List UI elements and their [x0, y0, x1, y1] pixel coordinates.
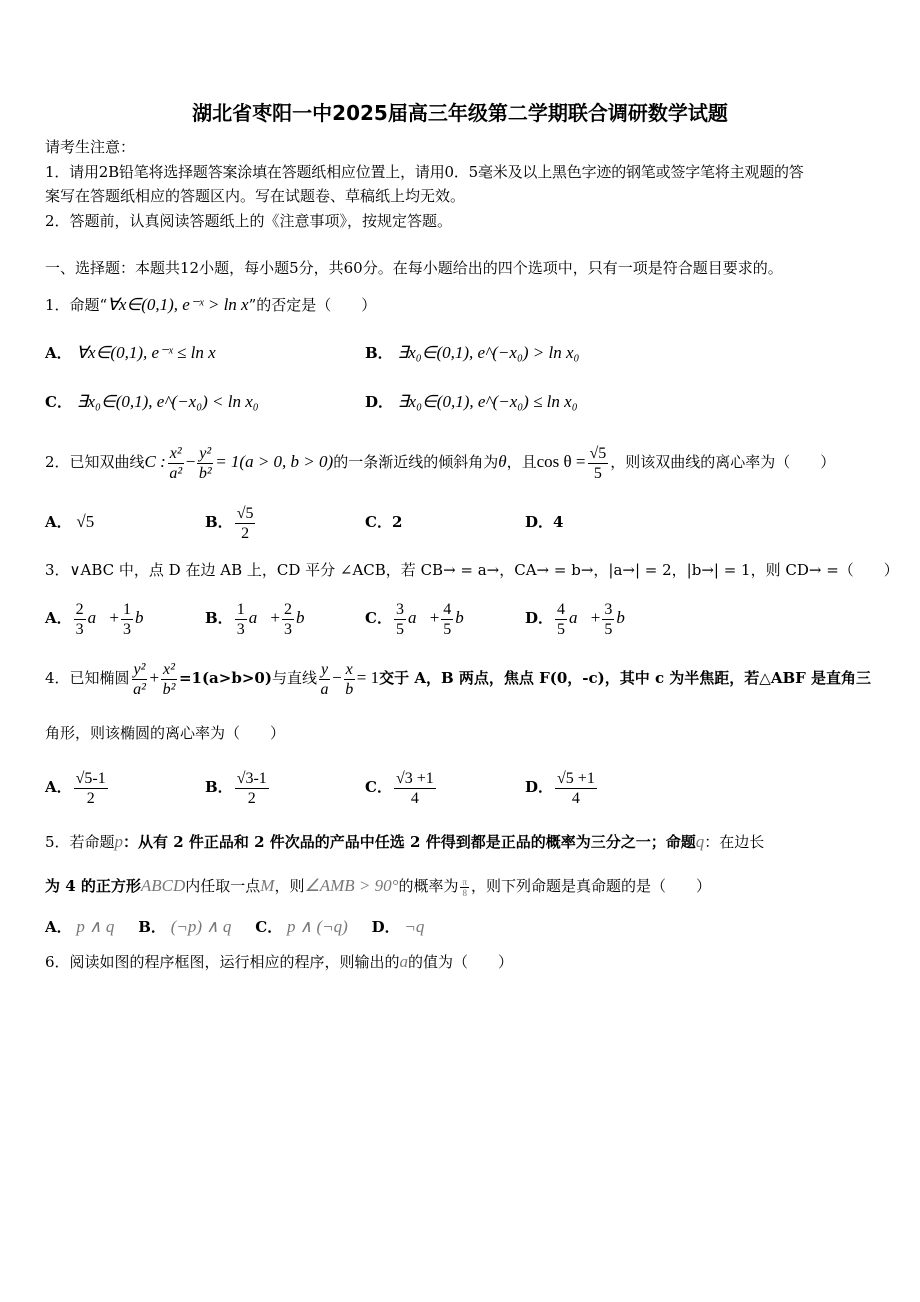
- fraction: [441, 600, 453, 639]
- option-label: D．: [371, 918, 400, 936]
- option-label: C．: [365, 513, 392, 531]
- q2-math: cos θ =: [536, 452, 586, 471]
- q2-option-d[interactable]: [525, 500, 563, 544]
- plus: +: [270, 608, 281, 627]
- numerator: √5: [236, 504, 254, 522]
- fraction: [344, 660, 355, 699]
- section-heading: 一、选择题：本题共12小题，每小题5分，共60分。在每小题给出的四个选项中，只有一项是符合题目要求的。: [45, 259, 783, 277]
- denominator: 5: [443, 620, 452, 638]
- q5-text: ：在边长: [704, 833, 765, 851]
- denominator: 3: [236, 620, 245, 638]
- fraction: [602, 600, 614, 639]
- option-text: ¬q: [404, 917, 425, 936]
- numerator: 1: [122, 600, 131, 618]
- q1-math: ∀x∈(0,1), e⁻ˣ > ln x: [107, 295, 249, 314]
- fraction: [74, 769, 108, 808]
- option-text: ∃x₀∈(0,1), e^(−x₀) ≤ ln x₀: [397, 392, 578, 411]
- numerator: √5: [589, 444, 607, 462]
- fraction: [460, 877, 469, 898]
- numerator: y²: [199, 444, 212, 462]
- notice-item-1: 1．请用2B铅笔将选择题答案涂填在答题纸相应位置上，请用0．5毫米及以上黑色字迹的钢笔或签字笔将主观题的答: [45, 163, 804, 181]
- q4-math: =1(a>b>0): [178, 669, 272, 687]
- q4-option-c[interactable]: [365, 765, 438, 809]
- fraction: [121, 600, 133, 639]
- fraction: [161, 660, 177, 699]
- q1-option-d[interactable]: [365, 392, 578, 412]
- q5-text: 的概率为: [398, 877, 459, 895]
- option-text: ∀x∈(0,1), e⁻ˣ ≤ ln x: [76, 343, 216, 362]
- q4-math: −: [332, 668, 342, 687]
- numerator: 1: [236, 600, 245, 618]
- q5-option-c[interactable]: [255, 918, 347, 936]
- q5-option-b[interactable]: [138, 918, 231, 936]
- q5-text: 5．若命题: [45, 833, 115, 851]
- fraction: [319, 660, 330, 699]
- denominator: a: [320, 680, 329, 698]
- fraction: [235, 600, 247, 639]
- option-label: C．: [255, 918, 283, 936]
- option-text: ∃x₀∈(0,1), e^(−x₀) > ln x₀: [397, 343, 580, 362]
- question-3: 3．∨ABC 中，点 D 在边 AB 上，CD 平分 ∠ACB，若 CB→ = a→，CA→ = b→，|a→| = 2，|b→| = 1，则 CD→ =（ ）: [45, 561, 899, 579]
- q5-options: [45, 917, 424, 937]
- q6-text: 6．阅读如图的程序框图，运行相应的程序，则输出的: [45, 953, 400, 971]
- option-text: p ∧ (¬q): [287, 917, 348, 936]
- page-title: 湖北省枣阳一中2025届高三年级第二学期联合调研数学试题: [192, 101, 728, 125]
- option-label: D．: [525, 609, 554, 627]
- numerator: √5-1: [75, 769, 106, 787]
- q4-option-b[interactable]: [205, 765, 271, 809]
- option-label: B．: [205, 778, 233, 796]
- q4-text: 交于 A，B 两点，焦点 F(0，-c)，其中 c 为半焦距，若△ABF 是直角三: [379, 669, 872, 687]
- q2-option-c[interactable]: [365, 500, 402, 544]
- vector-a: a⃗: [87, 608, 110, 627]
- denominator: 3: [284, 620, 293, 638]
- fraction: [235, 504, 256, 543]
- question-4: [45, 656, 871, 700]
- fraction: [197, 444, 213, 483]
- q1-option-a[interactable]: [45, 343, 216, 363]
- fraction: [235, 769, 269, 808]
- fraction: [588, 444, 609, 483]
- numerator: π: [462, 876, 467, 887]
- denominator: 2: [247, 789, 256, 807]
- question-4-cont: 角形，则该椭圆的离心率为（ ）: [45, 724, 286, 742]
- option-label: D．: [525, 513, 554, 531]
- option-text: ∃x₀∈(0,1), e^(−x₀) < ln x₀: [76, 392, 259, 411]
- option-label: A．: [45, 609, 72, 627]
- plus: +: [109, 608, 119, 627]
- denominator: b²: [198, 464, 212, 482]
- q1-text: 1．命题“: [45, 296, 108, 314]
- q2-math: C :: [144, 452, 166, 471]
- option-text: √5: [76, 512, 95, 531]
- option-label: A．: [45, 778, 72, 796]
- q5-math: p: [114, 832, 124, 851]
- denominator: 5: [604, 620, 613, 638]
- q5-option-d[interactable]: [372, 918, 425, 936]
- q4-text: 4．已知椭圆: [45, 669, 130, 687]
- option-label: A．: [45, 513, 72, 531]
- option-label: D．: [525, 778, 554, 796]
- q2-text: 的一条渐近线的倾斜角为: [333, 453, 499, 471]
- q2-math: −: [185, 452, 196, 471]
- denominator: 5: [593, 464, 602, 482]
- denominator: a²: [133, 680, 146, 698]
- notice-item-2: 2．答题前，认真阅读答题纸上的《注意事项》，按规定答题。: [45, 212, 453, 230]
- q4-text: 与直线: [271, 669, 317, 687]
- vector-b: b⃗: [455, 608, 478, 627]
- q1-option-c[interactable]: [45, 392, 259, 412]
- option-text: p ∧ q: [76, 917, 115, 936]
- option-text: 4: [553, 513, 564, 531]
- numerator: 4: [443, 600, 452, 618]
- q3-option-b[interactable]: [205, 596, 318, 640]
- q4-option-a[interactable]: [45, 765, 110, 809]
- option-label: C．: [365, 778, 392, 796]
- numerator: 4: [557, 600, 566, 618]
- denominator: 4: [571, 789, 580, 807]
- option-label: A．: [45, 918, 72, 936]
- denominator: 3: [75, 620, 84, 638]
- option-label: B．: [138, 918, 166, 936]
- option-label: D．: [365, 393, 394, 411]
- option-label: C．: [45, 393, 72, 411]
- denominator: 2: [86, 789, 95, 807]
- q5-math: ABCD: [140, 876, 186, 895]
- numerator: √5 +1: [557, 769, 595, 787]
- question-1: [45, 295, 376, 315]
- option-text: (¬p) ∧ q: [170, 917, 232, 936]
- numerator: x²: [169, 444, 182, 462]
- q4-option-d[interactable]: [525, 765, 599, 809]
- option-label: B．: [205, 609, 233, 627]
- q5-math: ∠AMB > 90°: [304, 876, 399, 895]
- q4-math: = 1: [356, 668, 380, 687]
- notice-heading: 请考生注意：: [45, 138, 136, 156]
- q2-text: 2．已知双曲线: [45, 453, 145, 471]
- denominator: 2: [241, 524, 250, 542]
- q5-text: ：从有 2 件正品和 2 件次品的产品中任选 2 件得到都是正品的概率为三分之一；命题: [123, 833, 696, 851]
- q1-text-end: ”的否定是（ ）: [248, 296, 377, 314]
- vector-b: b⃗: [296, 608, 318, 627]
- q5-text: 内任取一点: [185, 877, 261, 895]
- q5-math: M: [260, 876, 275, 895]
- q2-option-a[interactable]: [45, 500, 94, 544]
- denominator: a²: [169, 464, 183, 482]
- q5-option-a[interactable]: [45, 918, 114, 936]
- denominator: 8: [462, 887, 467, 898]
- fraction: [555, 600, 567, 639]
- vector-a: a⃗: [407, 608, 430, 627]
- numerator: 2: [284, 600, 293, 618]
- fraction: [132, 660, 148, 699]
- q6-math: a: [399, 952, 409, 971]
- numerator: y: [320, 660, 329, 678]
- q5-text: 为 4 的正方形: [45, 877, 141, 895]
- fraction: [282, 600, 294, 639]
- denominator: 5: [395, 620, 404, 638]
- q5-text: ，则下列命题是真命题的是（ ）: [471, 877, 712, 895]
- numerator: 3: [395, 600, 404, 618]
- denominator: 3: [122, 620, 131, 638]
- option-label: C．: [365, 609, 392, 627]
- option-label: B．: [365, 344, 393, 362]
- denominator: 5: [557, 620, 566, 638]
- q2-math: = 1(a > 0, b > 0): [215, 452, 334, 471]
- question-6: [45, 952, 513, 972]
- option-label: B．: [205, 513, 233, 531]
- q2-text: ，则该双曲线的离心率为（ ）: [610, 453, 836, 471]
- q3-option-d[interactable]: [525, 596, 638, 640]
- numerator: √3 +1: [395, 769, 434, 787]
- plus: +: [590, 608, 601, 627]
- question-2: [45, 440, 835, 484]
- fraction: [74, 600, 86, 639]
- denominator: b: [345, 680, 354, 698]
- numerator: 2: [75, 600, 84, 618]
- fraction: [394, 769, 436, 808]
- numerator: 3: [604, 600, 613, 618]
- numerator: x: [345, 660, 353, 678]
- vector-b: b⃗: [134, 608, 157, 627]
- numerator: x²: [163, 660, 175, 678]
- denominator: b²: [162, 680, 176, 698]
- q5-text: ，则: [274, 877, 305, 895]
- option-text: 2: [391, 513, 403, 531]
- q4-math: +: [149, 668, 160, 687]
- question-5: [45, 832, 764, 852]
- fraction: [168, 444, 184, 483]
- q5-math: q: [695, 832, 705, 851]
- q6-text: 的值为（ ）: [408, 953, 514, 971]
- vector-b: b⃗: [616, 608, 639, 627]
- plus: +: [429, 608, 440, 627]
- question-5-cont: [45, 866, 711, 906]
- fraction: [394, 600, 406, 639]
- vector-a: a⃗: [248, 608, 271, 627]
- q2-option-b[interactable]: [205, 500, 257, 544]
- q1-option-b[interactable]: [365, 343, 579, 363]
- denominator: 4: [410, 789, 419, 807]
- option-label: A．: [45, 344, 72, 362]
- q2-math: θ: [498, 452, 507, 471]
- numerator: y²: [133, 660, 146, 678]
- q3-option-a[interactable]: [45, 596, 157, 640]
- fraction: [555, 769, 597, 808]
- q2-text: ，且: [506, 453, 537, 471]
- numerator: √3-1: [236, 769, 267, 787]
- q3-option-c[interactable]: [365, 596, 477, 640]
- notice-item-1-cont: 案写在答题纸相应的答题区内。写在试题卷、草稿纸上均无效。: [45, 187, 466, 205]
- vector-a: a⃗: [569, 608, 591, 627]
